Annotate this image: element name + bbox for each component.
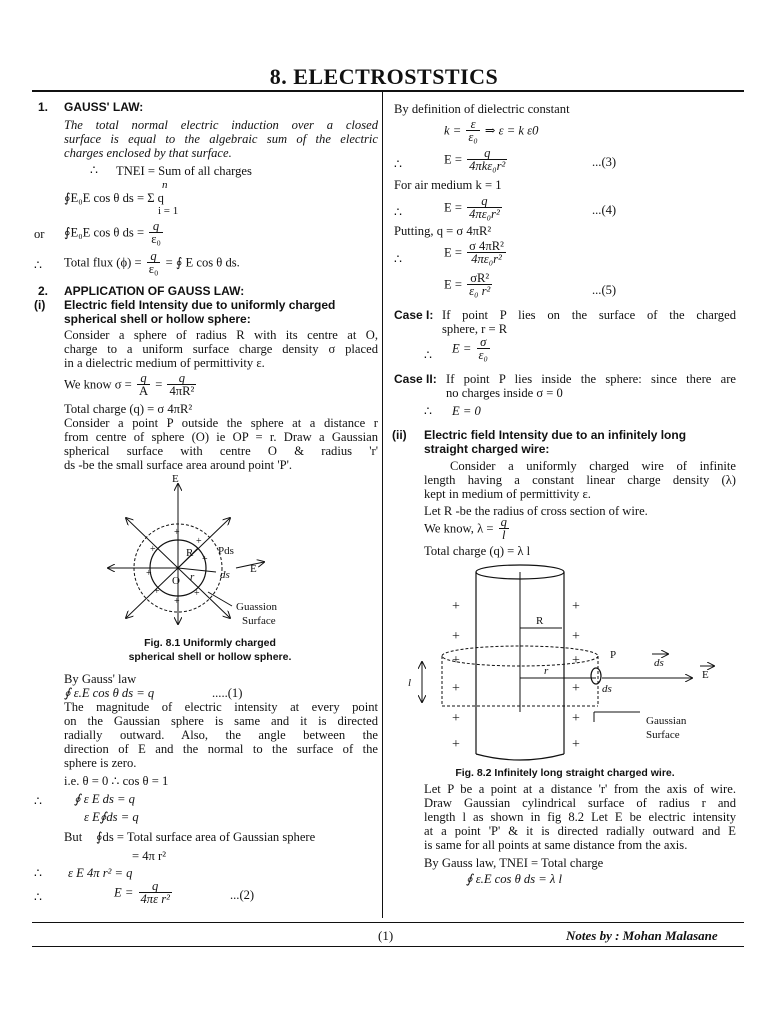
- equation-number: ...(2): [230, 888, 255, 902]
- fig-label-E: E: [702, 669, 709, 681]
- case-text: sphere, r = R: [442, 322, 508, 336]
- subsection-title: Electric field Intensity due to an infinitely long: [424, 428, 687, 442]
- equation-4: E = $\frac{q}{\text{4πε₀r²}}$: [444, 194, 500, 221]
- fig-label-gaussian: Gaussian: [646, 715, 687, 727]
- fig-plus: +: [572, 681, 580, 696]
- subsection-title: straight charged wire:: [424, 442, 550, 456]
- paragraph-line: is same for all points at same distance from the axis.: [424, 838, 688, 852]
- paragraph-line: By definition of dielectric constant: [394, 102, 570, 116]
- definition-line: The total normal electric induction over a closed: [64, 118, 378, 132]
- figure-caption: spherical shell or hollow sphere.: [128, 651, 292, 663]
- fig-plus: +: [572, 599, 580, 614]
- therefore-symbol: ∴: [394, 157, 403, 171]
- column-divider: [382, 92, 383, 918]
- fig-plus: +: [572, 629, 580, 644]
- fig-label-R: R: [536, 615, 544, 627]
- paragraph-line: spherical surface with centre O & radius 'r': [64, 444, 378, 458]
- fig-plus: +: [174, 527, 180, 538]
- therefore-symbol: ∴: [34, 794, 43, 808]
- page-number: (1): [378, 928, 394, 943]
- fig-plus: +: [572, 711, 580, 726]
- fig-label-guassion: Guassion: [236, 601, 277, 613]
- fig-plus: +: [194, 588, 200, 599]
- equation-line: ∮ ε E ds = q: [74, 792, 135, 806]
- section-title: GAUSS' LAW:: [64, 100, 144, 114]
- section-number: 2.: [38, 284, 49, 298]
- equation-field-final: E = $\frac{q}{\text{4πε r²}}$: [114, 879, 170, 906]
- by-gauss-text: By Gauss' law: [64, 672, 137, 686]
- but-text: But: [64, 830, 83, 844]
- equation-line: ε E∮ds = q: [84, 810, 139, 824]
- fig-plus: +: [452, 681, 460, 696]
- paragraph-line: The magnitude of electric intensity at every point: [64, 700, 378, 714]
- figure-charged-wire: [404, 562, 736, 762]
- fig-plus: +: [146, 568, 152, 579]
- fig-label-P: P: [610, 649, 617, 661]
- equation-substituted: E = $\frac{\text{σ 4πR²}}{\text{4πε₀r²}}$: [444, 239, 504, 266]
- sigma-equation: We know σ = $\frac{q}{A}$ = $\frac{q}{\text{4πR²}}$: [64, 371, 195, 398]
- fig-plus: +: [452, 737, 460, 752]
- therefore-symbol: ∴: [90, 163, 99, 177]
- fig-plus: +: [202, 554, 208, 565]
- paragraph-line: Consider a sphere of radius R with its centre at O,: [64, 328, 378, 342]
- therefore-symbol: ∴: [34, 890, 43, 904]
- definition-line: surface is equal to the algebraic sum of the electric: [64, 132, 378, 146]
- total-charge: Total charge (q) = σ 4πR²: [64, 402, 193, 416]
- gauss-equation-wire: ∮ ε.E cos θ ds = λ l: [466, 872, 563, 886]
- paragraph-line: length l as shown in fig 8.2 Let E be electric intensity: [424, 810, 736, 824]
- figure-caption: Fig. 8.2 Infinitely long straight charged wire.: [455, 767, 675, 779]
- gauss-equation-3: ∮ ε.E cos θ ds = q: [64, 686, 155, 700]
- fig-plus: +: [572, 653, 580, 668]
- paragraph-line: Let P be a point at a distance 'r' from the axis of wire.: [424, 782, 736, 796]
- equation-3: E = $\frac{q}{\text{4πkε₀r²}}$: [444, 146, 506, 173]
- tnei-text: TNEI = Sum of all charges: [116, 164, 252, 178]
- case2-equation: E = 0: [452, 404, 481, 418]
- total-charge-wire: Total charge (q) = λ l: [424, 544, 531, 558]
- figure-caption: Fig. 8.1 Uniformly charged: [144, 637, 276, 649]
- fig-plus: +: [452, 599, 460, 614]
- lambda-equation: We know, λ = $\frac{q}{l}$: [424, 515, 507, 542]
- fig-label-surface: Surface: [646, 729, 680, 741]
- paragraph-line: ds -be the small surface area around point 'P'.: [64, 458, 293, 472]
- fig-plus: +: [196, 536, 202, 547]
- air-medium-text: For air medium k = 1: [394, 178, 502, 192]
- sum-lower: i = 1: [158, 205, 179, 217]
- paragraph-line: kept in medium of permittivity ε.: [424, 487, 591, 501]
- case-label: Case I:: [394, 308, 434, 322]
- title-rule: [32, 90, 744, 92]
- paragraph-line: Consider a uniformly charged wire of infinite: [450, 459, 736, 473]
- paragraph-line: Draw Gaussian cylindrical surface of radius r and: [424, 796, 736, 810]
- footer-notes: Notes by : Mohan Malasane: [566, 928, 718, 943]
- figure-spherical-shell: [90, 472, 330, 632]
- equation-number: ...(5): [592, 283, 617, 297]
- fig-label-r: r: [544, 665, 549, 677]
- equation-line: ε E 4π r² = q: [68, 866, 133, 880]
- fig-plus: +: [452, 629, 460, 644]
- fig-label-l: l: [408, 677, 412, 689]
- gauss-equation: ∮E₀E cos θ ds = Σ q: [64, 191, 164, 205]
- paragraph-line: sphere is zero.: [64, 756, 137, 770]
- fig-label-ds: ds: [602, 683, 612, 695]
- fig-label-surface: Surface: [242, 615, 276, 627]
- fig-plus: +: [154, 586, 160, 597]
- fig-label-Pds: Pds: [218, 545, 234, 557]
- equation-number: ...(4): [592, 203, 617, 217]
- therefore-symbol: ∴: [424, 404, 433, 418]
- fig-label-E: E: [172, 473, 179, 485]
- case-text: If point P lies on the surface of the charged: [442, 308, 736, 322]
- putting-text: Putting, q = σ 4πR²: [394, 224, 492, 238]
- paragraph-line: Consider a point P outside the sphere at a distance r: [64, 416, 378, 430]
- therefore-symbol: ∴: [424, 348, 433, 362]
- fig-plus: +: [174, 596, 180, 607]
- gauss-equation-2: ∮E₀E cos θ ds = $\frac{q}{\text{ε₀}}$: [64, 219, 161, 246]
- subsection-title: spherical shell or hollow sphere:: [64, 312, 251, 326]
- paragraph-line: direction of E and the normal to the surface of the: [64, 742, 378, 756]
- paragraph-line: charge to a uniform surface charge density σ placed: [64, 342, 378, 356]
- page-title: 8. ELECTROSTSTICS: [269, 64, 499, 89]
- paragraph-line: at a point 'P' & it is directed radially outward and E: [424, 824, 736, 838]
- fig-label-R: R: [186, 547, 194, 559]
- definition-line: charges enclosed by that surface.: [64, 146, 232, 160]
- section-number: 1.: [38, 100, 49, 114]
- or-text: or: [34, 227, 45, 241]
- therefore-symbol: ∴: [34, 866, 43, 880]
- fig-label-ds2: ds: [654, 657, 664, 669]
- condition-text: i.e. θ = 0 ∴ cos θ = 1: [64, 774, 169, 788]
- case-text: no charges inside σ = 0: [446, 386, 563, 400]
- case-text: If point P lies inside the sphere: since there are: [446, 372, 736, 386]
- paragraph-line: Let R -be the radius of cross section of wire.: [424, 504, 648, 518]
- fig-plus: +: [572, 737, 580, 752]
- paragraph-line: in a dielectric medium of permittivity ε.: [64, 356, 265, 370]
- equation-number: ...(3): [592, 155, 617, 169]
- case-label: Case II:: [394, 372, 437, 386]
- footer-rule-bottom: [32, 946, 744, 947]
- fig-plus: +: [150, 544, 156, 555]
- paragraph-line: length having a constant linear charge density (λ): [424, 473, 736, 487]
- equation-line: = 4π r²: [132, 849, 167, 863]
- fig-label-O: O: [172, 575, 180, 587]
- subsection-number: (ii): [392, 428, 407, 442]
- paragraph-line: from centre of sphere (O) ie OP = r. Draw a Gaussian: [64, 430, 378, 444]
- flux-equation: Total flux (ϕ) = $\frac{q}{\text{ε₀}}$ = ∮ E cos θ ds.: [64, 249, 240, 276]
- section-title: APPLICATION OF GAUSS LAW:: [64, 284, 245, 298]
- fig-plus: +: [452, 653, 460, 668]
- dielectric-equation: k = $\frac{\varepsilon}{\text{ε₀}}$ ⇒ ε = k ε0: [444, 117, 539, 144]
- equation-line: ∮ds = Total surface area of Gaussian sphere: [96, 830, 316, 844]
- fig-label-E2: E: [250, 563, 257, 575]
- subsection-number: (i): [34, 298, 46, 312]
- therefore-symbol: ∴: [394, 205, 403, 219]
- therefore-symbol: ∴: [394, 252, 403, 266]
- paragraph-line: on the Gaussian sphere is same and it is directed: [64, 714, 378, 728]
- sum-upper: n: [162, 179, 168, 191]
- subsection-title: Electric field Intensity due to uniformly charged: [64, 298, 336, 312]
- therefore-symbol: ∴: [34, 258, 43, 272]
- paragraph-line: By Gauss law, TNEI = Total charge: [424, 856, 604, 870]
- fig-label-ds: ds: [220, 569, 230, 581]
- case1-equation: E = $\frac{\sigma}{\text{ε₀}}$: [452, 335, 488, 362]
- fig-label-r: r: [190, 571, 195, 583]
- equation-number: .....(1): [212, 686, 243, 700]
- fig-plus: +: [452, 711, 460, 726]
- footer-rule: [32, 922, 744, 923]
- paragraph-line: radially outward. Also, the angle between the: [64, 728, 378, 742]
- equation-5: E = $\frac{\text{σR²}}{\text{ε₀ r²}}$: [444, 271, 491, 298]
